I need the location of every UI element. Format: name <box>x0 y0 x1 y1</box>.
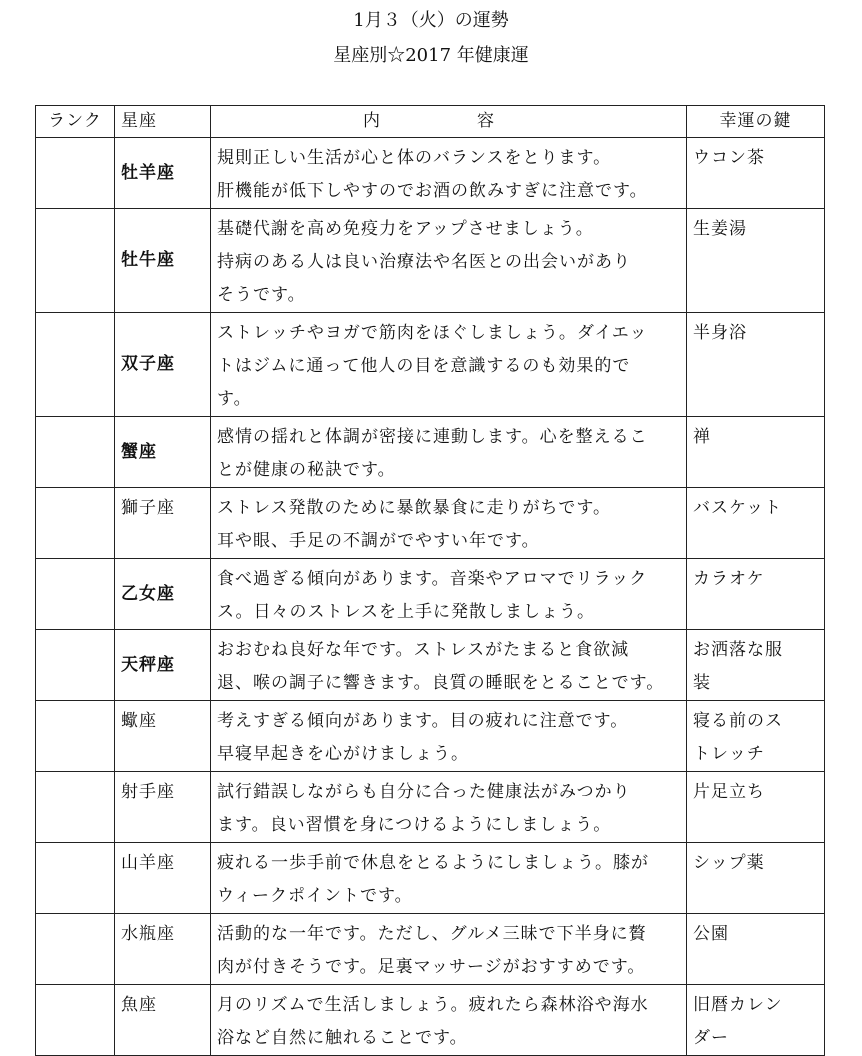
rank-cell <box>36 914 115 985</box>
content-line: 耳や眼、手足の不調がでやすい年です。 <box>217 531 540 551</box>
rank-cell <box>36 772 115 843</box>
rank-cell <box>36 209 115 313</box>
lucky-key-cell <box>687 701 825 772</box>
zodiac-sign-cell: 天秤座 <box>115 630 211 701</box>
content-line: 持病のある人は良い治療法や名医との出会いがあり <box>217 252 631 272</box>
content-line: 規則正しい生活が心と体のバランスをとります。 <box>217 148 612 168</box>
lucky-key-cell <box>687 985 825 1056</box>
fortune-table <box>35 105 825 1056</box>
rank-cell <box>36 417 115 488</box>
page-title: 1月３（火）の運勢 <box>353 10 509 31</box>
content-line: 浴など自然に触れることです。 <box>217 1028 468 1048</box>
content-line: 基礎代謝を高め免疫力をアップさせましょう。 <box>217 219 594 239</box>
lucky-key-cell <box>687 630 825 701</box>
content-line: ス。日々のストレスを上手に発散しましょう。 <box>217 602 595 622</box>
zodiac-sign-cell: 獅子座 <box>115 488 211 559</box>
rank-cell <box>36 630 115 701</box>
content-cell <box>211 313 687 417</box>
content-cell <box>211 843 687 914</box>
content-cell <box>211 138 687 209</box>
rank-cell <box>36 559 115 630</box>
content-line: 感情の揺れと体調が密接に連動します。心を整えるこ <box>217 427 648 447</box>
lucky-key-cell <box>687 843 825 914</box>
zodiac-sign-cell: 蟹座 <box>115 417 211 488</box>
column-header-rank: ランク <box>36 106 115 138</box>
rank-cell <box>36 701 115 772</box>
rank-cell <box>36 985 115 1056</box>
zodiac-sign-cell: 牡牛座 <box>115 209 211 313</box>
table-row <box>36 209 825 313</box>
table-row <box>36 488 825 559</box>
lucky-key-line: 生姜湯 <box>693 219 747 239</box>
zodiac-sign-cell: 蠍座 <box>115 701 211 772</box>
lucky-key-cell <box>687 559 825 630</box>
lucky-key-line: バスケット <box>693 498 783 518</box>
content-cell <box>211 772 687 843</box>
table-header-row <box>36 106 825 138</box>
content-cell <box>211 630 687 701</box>
content-cell <box>211 559 687 630</box>
content-line: 考えすぎる傾向があります。目の疲れに注意です。 <box>217 711 629 731</box>
lucky-key-line: トレッチ <box>693 744 765 764</box>
content-line: 活動的な一年です。ただし、グルメ三昧で下半身に贅 <box>217 924 647 944</box>
content-line: とが健康の秘訣です。 <box>217 460 396 480</box>
table-row <box>36 985 825 1056</box>
lucky-key-line: 装 <box>693 673 711 693</box>
table-row <box>36 914 825 985</box>
lucky-key-cell <box>687 313 825 417</box>
table-row <box>36 313 825 417</box>
content-line: 退、喉の調子に響きます。良質の睡眠をとることです。 <box>217 673 665 693</box>
content-cell <box>211 985 687 1056</box>
table-row <box>36 843 825 914</box>
lucky-key-cell <box>687 772 825 843</box>
content-line: ストレス発散のために暴飲暴食に走りがちです。 <box>217 498 611 518</box>
zodiac-sign-cell: 牡羊座 <box>115 138 211 209</box>
content-line: おおむね良好な年です。ストレスがたまると食欲減 <box>217 640 630 660</box>
zodiac-sign-cell: 乙女座 <box>115 559 211 630</box>
content-cell <box>211 417 687 488</box>
table-row <box>36 417 825 488</box>
table-row <box>36 701 825 772</box>
content-line: 月のリズムで生活しましょう。疲れたら森林浴や海水 <box>217 995 649 1015</box>
lucky-key-cell <box>687 417 825 488</box>
lucky-key-cell <box>687 138 825 209</box>
rank-cell <box>36 843 115 914</box>
lucky-key-line: ウコン茶 <box>693 148 765 168</box>
content-line: 早寝早起きを心がけましょう。 <box>217 744 469 764</box>
content-line: 肝機能が低下しやすのでお酒の飲みすぎに注意です。 <box>217 181 648 201</box>
lucky-key-line: 片足立ち <box>693 782 765 802</box>
rank-cell <box>36 488 115 559</box>
content-line: ウィークポイントです。 <box>217 886 413 906</box>
lucky-key-line: ダー <box>693 1028 729 1048</box>
lucky-key-line: カラオケ <box>693 569 765 589</box>
page-subtitle: 星座別☆2017 年健康運 <box>333 45 529 66</box>
content-line: トはジムに通って他人の目を意識するのも効果的で <box>217 356 631 376</box>
content-line: ます。良い習慣を身につけるようにしましょう。 <box>217 815 612 835</box>
content-line: ストレッチやヨガで筋肉をほぐしましょう。ダイエッ <box>217 323 648 343</box>
content-line: 肉が付きそうです。足裏マッサージがおすすめです。 <box>217 957 646 977</box>
lucky-key-cell <box>687 914 825 985</box>
zodiac-sign-cell: 射手座 <box>115 772 211 843</box>
lucky-key-line: 寝る前のス <box>693 711 783 731</box>
content-line: そうです。 <box>217 285 306 305</box>
zodiac-sign-cell: 魚座 <box>115 985 211 1056</box>
zodiac-sign-cell: 山羊座 <box>115 843 211 914</box>
table-row <box>36 138 825 209</box>
content-line: す。 <box>217 389 252 409</box>
column-header-lucky-key: 幸運の鍵 <box>687 106 825 138</box>
rank-cell <box>36 313 115 417</box>
content-cell <box>211 209 687 313</box>
lucky-key-line: 旧暦カレン <box>693 995 783 1015</box>
content-line: 試行錯誤しながらも自分に合った健康法がみつかり <box>217 782 631 802</box>
lucky-key-line: お洒落な服 <box>693 640 783 660</box>
table-row <box>36 630 825 701</box>
content-line: 疲れる一歩手前で休息をとるようにしましょう。膝が <box>217 853 649 873</box>
column-header-sign: 星座 <box>115 106 211 138</box>
content-cell <box>211 914 687 985</box>
content-cell <box>211 488 687 559</box>
table-row <box>36 559 825 630</box>
rank-cell <box>36 138 115 209</box>
content-cell <box>211 701 687 772</box>
table-row <box>36 772 825 843</box>
lucky-key-line: 禅 <box>693 427 711 447</box>
lucky-key-cell <box>687 209 825 313</box>
lucky-key-line: シップ薬 <box>693 853 765 873</box>
lucky-key-line: 公園 <box>693 924 729 944</box>
lucky-key-cell <box>687 488 825 559</box>
zodiac-sign-cell: 双子座 <box>115 313 211 417</box>
column-header-content: 内 容 <box>211 106 687 138</box>
lucky-key-line: 半身浴 <box>693 323 747 343</box>
content-line: 食べ過ぎる傾向があります。音楽やアロマでリラック <box>217 569 648 589</box>
zodiac-sign-cell: 水瓶座 <box>115 914 211 985</box>
